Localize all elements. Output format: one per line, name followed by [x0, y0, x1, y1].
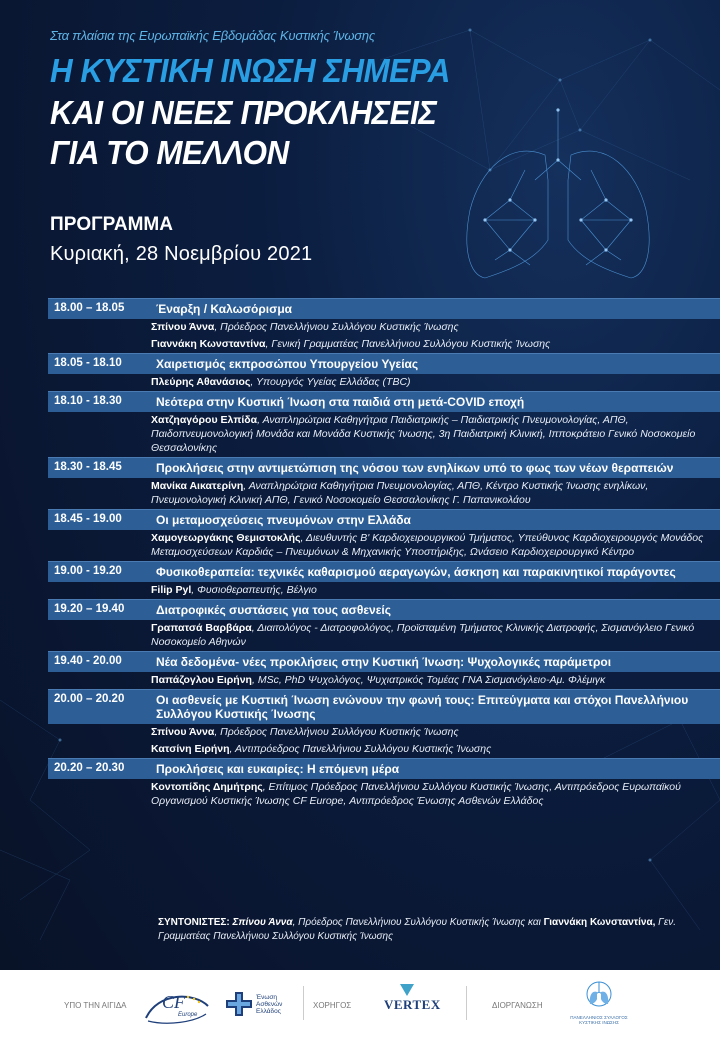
- coordinators-note: [158, 916, 703, 944]
- session-title: Προκλήσεις στην αντιμετώπιση της νόσου των ενηλίκων υπό το φως των νέων θεραπειών: [156, 461, 674, 475]
- session-header-row: [48, 689, 720, 724]
- auspices-label: ΥΠΟ ΤΗΝ ΑΙΓΙΔΑ: [64, 1001, 127, 1010]
- speaker-line: [48, 412, 720, 457]
- speaker-line: [48, 582, 720, 599]
- session-header-row: [48, 758, 720, 779]
- footer-divider-2: [466, 986, 467, 1020]
- speaker-name: Σπίνου Άννα: [151, 726, 215, 738]
- speaker-role: , Διαιτολόγος - Διατροφολόγος, Προϊσταμένη Τμήματος Κλινικής Διατροφής, Σισμανόγλειο Γενικό Νοσοκομείο Αθηνών: [151, 622, 695, 648]
- speaker-name: Γραπατσά Βαρβάρα: [151, 622, 252, 634]
- session-title: Οι ασθενείς με Κυστική Ίνωση ενώνουν την φωνή τους: Επιτεύγματα και στόχοι Πανελλήνιου Συλλόγου Κυστικής Ίνωσης: [156, 693, 689, 721]
- session-header-row: [48, 391, 720, 412]
- footer-divider-1: [303, 986, 304, 1020]
- session-header-row: [48, 509, 720, 530]
- session-time: 18.00 – 18.05: [54, 302, 125, 314]
- session-header-row: [48, 599, 720, 620]
- speaker-role: , MSc, PhD Ψυχολόγος, Ψυχιατρικός Τομέας ΓΝΑ Σισμανόγλειο-Αμ. Φλέμιγκ: [251, 674, 606, 686]
- speaker-name: Μανίκα Αικατερίνη: [151, 480, 244, 492]
- program-schedule: [48, 298, 720, 810]
- session-time: 19.00 - 19.20: [54, 565, 122, 577]
- organizer-lungs-logo: [585, 978, 613, 1014]
- cf-logo-text: CF: [162, 992, 186, 1012]
- program-heading: ΠΡΟΓΡΑΜΜΑ: [50, 214, 173, 235]
- speaker-role: , Αντιπρόεδρος Πανελλήνιου Συλλόγου Κυστικής Ίνωσης: [229, 743, 492, 755]
- sponsors-footer: [0, 970, 720, 1040]
- coordinator-name-2: Γιαννάκη Κωνσταντίνα,: [543, 917, 656, 928]
- speaker-line: [48, 336, 720, 353]
- speaker-line: [48, 672, 720, 689]
- speaker-name: Filip Pyl: [151, 584, 192, 596]
- session-title: Οι μεταμοσχεύσεις πνευμόνων στην Ελλάδα: [156, 513, 411, 527]
- speaker-name: Σπίνου Άννα: [151, 321, 215, 333]
- patients-union-name: Ένωση Ασθενών Ελλάδος: [256, 994, 283, 1015]
- speaker-line: [48, 741, 720, 758]
- speaker-role: , Υπουργός Υγείας Ελλάδας (TBC): [250, 376, 411, 388]
- speaker-name: Παπάζογλου Ειρήνη: [151, 674, 252, 686]
- speaker-role: , Φυσιοθεραπευτής, Βέλγιο: [191, 584, 317, 596]
- session-title: Προκλήσεις και ευκαιρίες: Η επόμενη μέρα: [156, 762, 400, 776]
- speaker-role: , Αναπληρώτρια Καθηγήτρια Παιδιατρικής – Παιδιατρικής Πνευμονολογίας, ΑΠΘ, Παιδοπνευμονολογική Μονάδα και Μονάδα Κυστικής Ίνωσης, 3η Παιδιατρική Κλινική, Ιπποκράτειο Γενικό Νοσοκομείο Θεσσαλονίκης: [151, 414, 696, 454]
- session-time: 18.30 - 18.45: [54, 461, 122, 473]
- speaker-role: , Διευθυντής Β' Καρδιοχειρουργικού Τμήματος, Υπεύθυνος Καρδιοχειρουργός Μονάδος Μεταμοσχεύσεων Καρδιάς – Πνευμόνων & Μηχανικής Υποστήριξης, Ωνάσειο Καρδιοχειρουργικό Κέντρο: [151, 532, 704, 558]
- speaker-line: [48, 530, 720, 561]
- speaker-line: [48, 779, 720, 810]
- sponsor-label: ΧΟΡΗΓΟΣ: [313, 1001, 352, 1010]
- speaker-name: Χατζηαγόρου Ελπίδα: [151, 414, 258, 426]
- speaker-name: Χαμογεωργάκης Θεμιστοκλής: [151, 532, 301, 544]
- session-time: 19.40 - 20.00: [54, 655, 122, 667]
- speaker-name: Πλεύρης Αθανάσιος: [151, 376, 251, 388]
- session-header-row: [48, 353, 720, 374]
- speaker-line: [48, 620, 720, 651]
- main-title-line3: ΓΙΑ ΤΟ ΜΕΛΛΟΝ: [50, 134, 289, 171]
- coordinator-name-1: Σπίνου Άννα: [232, 917, 293, 928]
- coordinator-role-1: , Πρόεδρος Πανελλήνιου Συλλόγου Κυστικής Ίνωσης και: [292, 917, 544, 928]
- speaker-name: Γιαννάκη Κωνσταντίνα: [151, 338, 266, 350]
- speaker-line: [48, 478, 720, 509]
- speaker-role: , Πρόεδρος Πανελλήνιου Συλλόγου Κυστικής Ίνωσης: [214, 321, 459, 333]
- speaker-line: [48, 724, 720, 741]
- coordinator-role-2: Γεν. Γραμματέας Πανελλήνιου Συλλόγου Κυστικής Ίνωσης: [158, 917, 677, 942]
- speaker-role: , Πρόεδρος Πανελλήνιου Συλλόγου Κυστικής Ίνωσης: [214, 726, 459, 738]
- speaker-name: Κοντοπίδης Δημήτρης: [151, 781, 263, 793]
- session-title: Φυσικοθεραπεία: τεχνικές καθαρισμού αεραγωγών, άσκηση και παρακινητικοί παράγοντες: [156, 565, 676, 579]
- session-title: Διατροφικές συστάσεις για τους ασθενείς: [156, 603, 391, 617]
- organizer-name: ΠΑΝΕΛΛΗΝΙΟΣ ΣΥΛΛΟΓΟΣ ΚΥΣΤΙΚΗΣ ΙΝΩΣΗΣ: [570, 1015, 628, 1025]
- speaker-line: [48, 374, 720, 391]
- session-header-row: [48, 298, 720, 319]
- session-title: Νεότερα στην Κυστική Ίνωση στα παιδιά στη μετά-COVID εποχή: [156, 395, 525, 409]
- session-title: Χαιρετισμός εκπροσώπου Υπουργείου Υγείας: [156, 357, 419, 371]
- main-title-line1: Η ΚΥΣΤΙΚΗ ΙΝΩΣΗ ΣΗΜΕΡΑ: [50, 52, 450, 89]
- cf-logo-subtext: Europe: [178, 1012, 198, 1018]
- session-time: 20.20 – 20.30: [54, 762, 125, 774]
- speaker-role: , Γενική Γραμματέας Πανελλήνιου Συλλόγου Κυστικής Ίνωσης: [265, 338, 551, 350]
- speaker-role: , Επίτιμος Πρόεδρος Πανελλήνιου Συλλόγου Κυστικής Ίνωσης, Αντιπρόεδρος Ευρωπαϊκού Οργανισμού Κυστικής Ίνωσης CF Europe, Αντιπρόεδρος Ένωσης Ασθενών Ελλάδος: [151, 781, 681, 807]
- lungs-network-illustration: [440, 100, 680, 300]
- session-header-row: [48, 651, 720, 672]
- speaker-line: [48, 319, 720, 336]
- session-header-row: [48, 457, 720, 478]
- session-header-row: [48, 561, 720, 582]
- session-title: Έναρξη / Καλωσόρισμα: [156, 302, 293, 316]
- main-title-line2: ΚΑΙ ΟΙ ΝΕΕΣ ΠΡΟΚΛΗΣΕΙΣ: [50, 94, 437, 131]
- speaker-name: Κατσίνη Ειρήνη: [151, 743, 230, 755]
- session-time: 18.05 - 18.10: [54, 357, 122, 369]
- session-time: 20.00 – 20.20: [54, 693, 125, 705]
- speaker-role: , Αναπληρώτρια Καθηγήτρια Πνευμονολογίας, ΑΠΘ, Κέντρο Κυστικής Ίνωσης ενηλίκων, Πνευμονολογική Κλινική ΑΠΘ, Γενικό Νοσοκομείο Θεσσαλονίκης Γ. Παπανικολάου: [151, 480, 649, 506]
- event-subtitle: Στα πλαίσια της Ευρωπαϊκής Εβδομάδας Κυστικής Ίνωσης: [50, 28, 376, 43]
- session-time: 19.20 – 19.40: [54, 603, 125, 615]
- vertex-triangle-icon: [400, 984, 414, 996]
- event-date: Κυριακή, 28 Νοεμβρίου 2021: [50, 243, 313, 265]
- session-time: 18.10 - 18.30: [54, 395, 122, 407]
- session-time: 18.45 - 19.00: [54, 513, 122, 525]
- coordinators-label: ΣΥΝΤΟΝΙΣΤΕΣ:: [158, 917, 233, 928]
- session-title: Νέα δεδομένα- νέες προκλήσεις στην Κυστική Ίνωση: Ψυχολογικές παράμετροι: [156, 655, 612, 669]
- patients-union-logo-icon: [226, 992, 252, 1016]
- organizer-label: ΔΙΟΡΓΑΝΩΣΗ: [492, 1001, 543, 1010]
- sponsor-name: VERTEX: [384, 997, 441, 1012]
